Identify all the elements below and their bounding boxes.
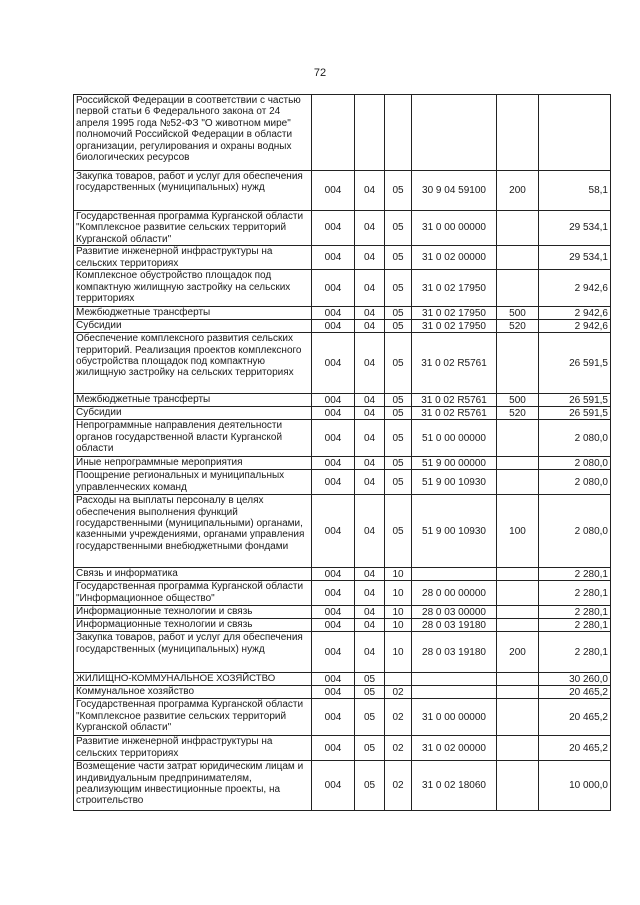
row-csr-cell: 31 0 02 R5761 <box>412 394 497 407</box>
row-pr-cell: 10 <box>385 606 412 619</box>
row-pr-cell: 10 <box>385 619 412 632</box>
row-vr-cell <box>497 673 539 686</box>
row-name-cell: Государственная программа Курганской области "Комплексное развитие сельских территорий Курганской области" <box>74 211 312 246</box>
row-ved-cell: 004 <box>312 699 355 736</box>
row-vr-cell: 500 <box>497 394 539 407</box>
table-row <box>74 761 611 811</box>
row-rz-cell: 04 <box>355 457 385 470</box>
row-name-cell: Комплексное обустройство площадок под компактную жилищную застройку на сельских территориях <box>74 270 312 307</box>
row-vr-cell <box>497 606 539 619</box>
row-vr-cell <box>497 699 539 736</box>
page-number: 72 <box>313 67 327 79</box>
row-csr-cell: 28 0 03 19180 <box>412 632 497 673</box>
table-row <box>74 420 611 457</box>
row-rz-cell: 05 <box>355 673 385 686</box>
row-csr-cell: 31 0 02 00000 <box>412 246 497 270</box>
row-rz-cell: 05 <box>355 699 385 736</box>
row-ved-cell: 004 <box>312 761 355 811</box>
row-rz-cell: 04 <box>355 211 385 246</box>
row-pr-cell: 10 <box>385 632 412 673</box>
row-pr-cell: 10 <box>385 581 412 606</box>
row-sum-cell: 29 534,1 <box>539 211 611 246</box>
table-row <box>74 95 611 171</box>
table-row <box>74 699 611 736</box>
row-vr-cell <box>497 246 539 270</box>
table-row <box>74 457 611 470</box>
table-row <box>74 568 611 581</box>
row-sum-cell: 2 280,1 <box>539 581 611 606</box>
row-rz-cell: 04 <box>355 270 385 307</box>
row-csr-cell: 28 0 00 00000 <box>412 581 497 606</box>
row-name-cell: Обеспечение комплексного развития сельских территорий. Реализация проектов комплексного обустройства площадок под компактную жилищную застройку на сельских территориях <box>74 333 312 394</box>
row-pr-cell: 05 <box>385 495 412 568</box>
row-sum-cell: 26 591,5 <box>539 394 611 407</box>
row-pr-cell <box>385 673 412 686</box>
table-row <box>74 632 611 673</box>
table-row <box>74 270 611 307</box>
row-rz-cell: 04 <box>355 407 385 420</box>
row-pr-cell <box>385 95 412 171</box>
row-vr-cell <box>497 568 539 581</box>
row-vr-cell: 200 <box>497 171 539 211</box>
row-csr-cell: 31 0 02 00000 <box>412 736 497 761</box>
table-row <box>74 495 611 568</box>
row-rz-cell <box>355 95 385 171</box>
row-sum-cell: 2 280,1 <box>539 632 611 673</box>
row-rz-cell: 04 <box>355 568 385 581</box>
row-name-cell: Межбюджетные трансферты <box>74 307 312 320</box>
row-sum-cell: 2 280,1 <box>539 568 611 581</box>
table-body <box>74 95 611 811</box>
row-csr-cell <box>412 673 497 686</box>
row-name-cell: Закупка товаров, работ и услуг для обеспечения государственных (муниципальных) нужд <box>74 632 312 673</box>
row-csr-cell: 31 0 02 17950 <box>412 320 497 333</box>
row-ved-cell: 004 <box>312 736 355 761</box>
row-sum-cell: 2 080,0 <box>539 495 611 568</box>
row-sum-cell: 2 080,0 <box>539 420 611 457</box>
row-sum-cell: 2 080,0 <box>539 457 611 470</box>
row-ved-cell: 004 <box>312 619 355 632</box>
row-ved-cell: 004 <box>312 686 355 699</box>
row-rz-cell: 04 <box>355 246 385 270</box>
row-ved-cell: 004 <box>312 171 355 211</box>
row-csr-cell: 31 0 02 R5761 <box>412 333 497 394</box>
row-vr-cell <box>497 457 539 470</box>
row-rz-cell: 04 <box>355 495 385 568</box>
table-row <box>74 470 611 495</box>
row-rz-cell: 04 <box>355 606 385 619</box>
row-ved-cell: 004 <box>312 673 355 686</box>
row-csr-cell <box>412 568 497 581</box>
row-ved-cell: 004 <box>312 394 355 407</box>
row-name-cell: Развитие инженерной инфраструктуры на сельских территориях <box>74 246 312 270</box>
row-name-cell: Межбюджетные трансферты <box>74 394 312 407</box>
row-rz-cell: 04 <box>355 619 385 632</box>
row-rz-cell: 04 <box>355 420 385 457</box>
row-sum-cell: 2 942,6 <box>539 307 611 320</box>
row-sum-cell: 30 260,0 <box>539 673 611 686</box>
row-pr-cell: 02 <box>385 686 412 699</box>
row-ved-cell: 004 <box>312 495 355 568</box>
row-sum-cell: 2 942,6 <box>539 320 611 333</box>
row-sum-cell: 20 465,2 <box>539 699 611 736</box>
table-row <box>74 307 611 320</box>
row-rz-cell: 04 <box>355 632 385 673</box>
row-vr-cell <box>497 211 539 246</box>
row-name-cell: Государственная программа Курганской области "Информационное общество" <box>74 581 312 606</box>
row-pr-cell: 05 <box>385 211 412 246</box>
row-ved-cell: 004 <box>312 407 355 420</box>
row-vr-cell: 520 <box>497 407 539 420</box>
table-row <box>74 686 611 699</box>
row-sum-cell: 2 280,1 <box>539 619 611 632</box>
row-sum-cell: 10 000,0 <box>539 761 611 811</box>
row-name-cell: Закупка товаров, работ и услуг для обеспечения государственных (муниципальных) нужд <box>74 171 312 211</box>
row-sum-cell: 2 280,1 <box>539 606 611 619</box>
row-pr-cell: 02 <box>385 699 412 736</box>
table-row <box>74 619 611 632</box>
row-name-cell: Субсидии <box>74 320 312 333</box>
row-vr-cell: 500 <box>497 307 539 320</box>
row-rz-cell: 05 <box>355 736 385 761</box>
row-csr-cell: 51 0 00 00000 <box>412 420 497 457</box>
table-row <box>74 673 611 686</box>
row-sum-cell <box>539 95 611 171</box>
table-row <box>74 333 611 394</box>
row-csr-cell: 51 9 00 10930 <box>412 470 497 495</box>
row-vr-cell <box>497 581 539 606</box>
row-csr-cell: 31 0 02 17950 <box>412 270 497 307</box>
row-ved-cell: 004 <box>312 270 355 307</box>
row-pr-cell: 05 <box>385 270 412 307</box>
row-sum-cell: 26 591,5 <box>539 333 611 394</box>
row-sum-cell: 58,1 <box>539 171 611 211</box>
row-csr-cell: 28 0 03 00000 <box>412 606 497 619</box>
row-csr-cell: 28 0 03 19180 <box>412 619 497 632</box>
row-ved-cell: 004 <box>312 320 355 333</box>
row-pr-cell: 02 <box>385 736 412 761</box>
row-name-cell: Возмещение части затрат юридическим лицам и индивидуальным предпринимателям, реализующим инвестиционные проекты, на строительство <box>74 761 312 811</box>
row-ved-cell: 004 <box>312 307 355 320</box>
row-vr-cell <box>497 736 539 761</box>
row-sum-cell: 20 465,2 <box>539 736 611 761</box>
table-row <box>74 320 611 333</box>
row-ved-cell: 004 <box>312 568 355 581</box>
row-name-cell: Связь и информатика <box>74 568 312 581</box>
row-rz-cell: 05 <box>355 761 385 811</box>
row-ved-cell: 004 <box>312 470 355 495</box>
table-row <box>74 171 611 211</box>
row-rz-cell: 04 <box>355 470 385 495</box>
row-csr-cell <box>412 686 497 699</box>
row-ved-cell: 004 <box>312 420 355 457</box>
budget-table <box>73 94 611 811</box>
row-name-cell: Российской Федерации в соответствии с частью первой статьи 6 Федерального закона от 24 апреля 1995 года №52-ФЗ "О животном мире" полномочий Российской Федерации в области организации, регулирования и охраны водных биологических ресурсов <box>74 95 312 171</box>
row-vr-cell <box>497 470 539 495</box>
row-name-cell: Иные непрограммные мероприятия <box>74 457 312 470</box>
row-vr-cell <box>497 619 539 632</box>
row-ved-cell: 004 <box>312 211 355 246</box>
row-name-cell: Информационные технологии и связь <box>74 606 312 619</box>
table-row <box>74 736 611 761</box>
row-pr-cell: 05 <box>385 171 412 211</box>
row-vr-cell: 200 <box>497 632 539 673</box>
row-csr-cell: 31 0 02 R5761 <box>412 407 497 420</box>
row-name-cell: Расходы на выплаты персоналу в целях обеспечения выполнения функций государственными (муниципальными) органами, казенными учреждениями, органами управления государственными внебюджетными фондами <box>74 495 312 568</box>
table-row <box>74 394 611 407</box>
row-name-cell: Непрограммные направления деятельности органов государственной власти Курганской области <box>74 420 312 457</box>
row-sum-cell: 26 591,5 <box>539 407 611 420</box>
row-csr-cell: 51 9 00 10930 <box>412 495 497 568</box>
row-ved-cell: 004 <box>312 333 355 394</box>
row-rz-cell: 04 <box>355 394 385 407</box>
row-csr-cell: 31 0 02 18060 <box>412 761 497 811</box>
row-ved-cell: 004 <box>312 632 355 673</box>
table-row <box>74 407 611 420</box>
row-vr-cell <box>497 270 539 307</box>
row-ved-cell: 004 <box>312 246 355 270</box>
row-pr-cell: 05 <box>385 407 412 420</box>
row-vr-cell <box>497 420 539 457</box>
row-vr-cell <box>497 95 539 171</box>
row-ved-cell: 004 <box>312 457 355 470</box>
row-csr-cell: 51 9 00 00000 <box>412 457 497 470</box>
row-csr-cell: 31 0 00 00000 <box>412 699 497 736</box>
row-csr-cell: 30 9 04 59100 <box>412 171 497 211</box>
row-vr-cell <box>497 333 539 394</box>
row-rz-cell: 04 <box>355 320 385 333</box>
row-sum-cell: 29 534,1 <box>539 246 611 270</box>
row-pr-cell: 05 <box>385 457 412 470</box>
row-name-cell: Поощрение региональных и муниципальных управленческих команд <box>74 470 312 495</box>
row-rz-cell: 05 <box>355 686 385 699</box>
row-pr-cell: 05 <box>385 333 412 394</box>
row-pr-cell: 05 <box>385 307 412 320</box>
row-ved-cell: 004 <box>312 606 355 619</box>
table-row <box>74 211 611 246</box>
table-row <box>74 246 611 270</box>
table-row <box>74 581 611 606</box>
row-name-cell: Коммунальное хозяйство <box>74 686 312 699</box>
row-pr-cell: 05 <box>385 470 412 495</box>
row-vr-cell <box>497 686 539 699</box>
row-rz-cell: 04 <box>355 333 385 394</box>
row-sum-cell: 2 942,6 <box>539 270 611 307</box>
row-rz-cell: 04 <box>355 171 385 211</box>
row-name-cell: Государственная программа Курганской области "Комплексное развитие сельских территорий Курганской области" <box>74 699 312 736</box>
row-pr-cell: 10 <box>385 568 412 581</box>
row-name-cell: ЖИЛИЩНО-КОММУНАЛЬНОЕ ХОЗЯЙСТВО <box>74 673 312 686</box>
row-pr-cell: 02 <box>385 761 412 811</box>
row-pr-cell: 05 <box>385 246 412 270</box>
row-sum-cell: 20 465,2 <box>539 686 611 699</box>
table-row <box>74 606 611 619</box>
row-sum-cell: 2 080,0 <box>539 470 611 495</box>
row-name-cell: Субсидии <box>74 407 312 420</box>
row-csr-cell <box>412 95 497 171</box>
row-ved-cell: 004 <box>312 581 355 606</box>
row-csr-cell: 31 0 02 17950 <box>412 307 497 320</box>
row-pr-cell: 05 <box>385 394 412 407</box>
row-ved-cell <box>312 95 355 171</box>
row-rz-cell: 04 <box>355 581 385 606</box>
row-vr-cell: 520 <box>497 320 539 333</box>
row-csr-cell: 31 0 00 00000 <box>412 211 497 246</box>
row-pr-cell: 05 <box>385 320 412 333</box>
row-vr-cell: 100 <box>497 495 539 568</box>
row-pr-cell: 05 <box>385 420 412 457</box>
row-name-cell: Развитие инженерной инфраструктуры на сельских территориях <box>74 736 312 761</box>
row-vr-cell <box>497 761 539 811</box>
row-rz-cell: 04 <box>355 307 385 320</box>
row-name-cell: Информационные технологии и связь <box>74 619 312 632</box>
